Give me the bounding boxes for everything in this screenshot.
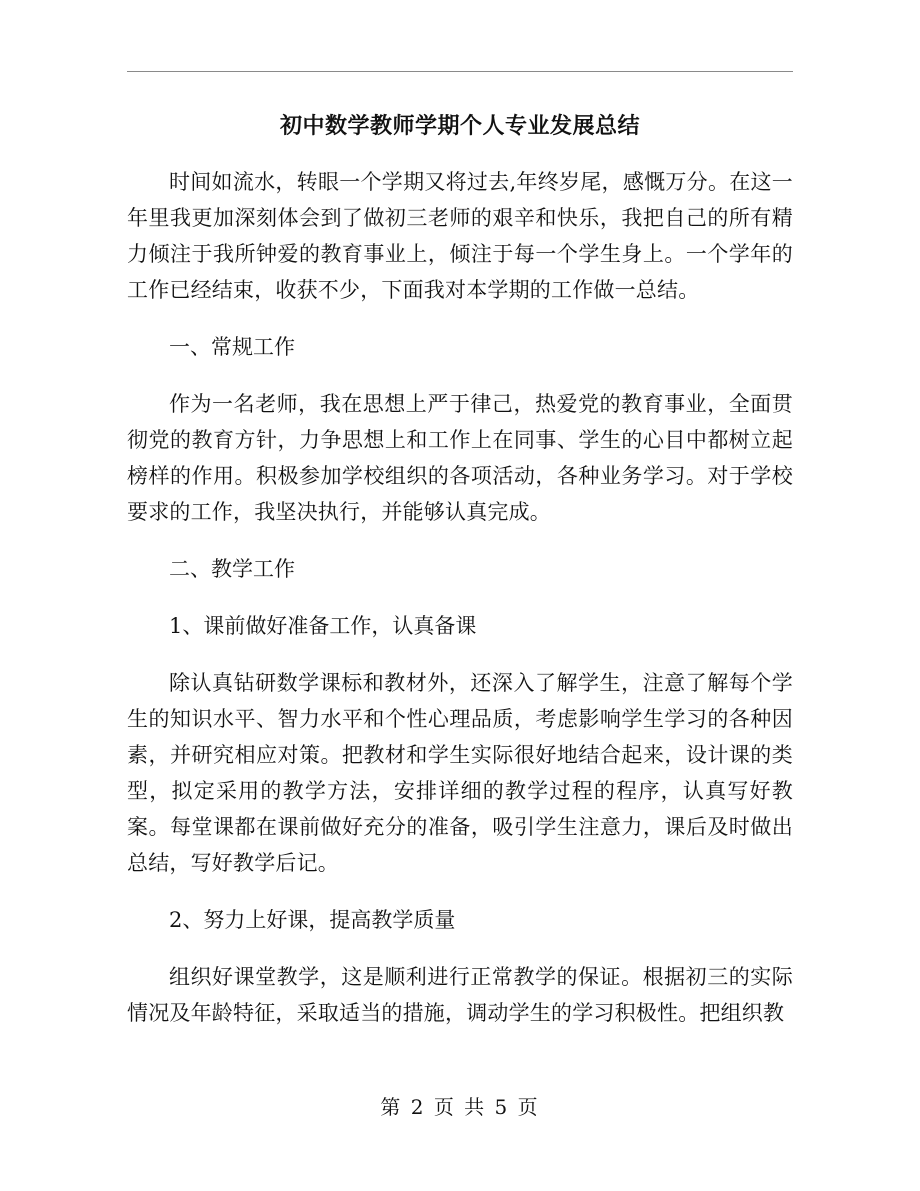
intro-paragraph: 时间如流水，转眼一个学期又将过去,年终岁尾，感慨万分。在这一年里我更加深刻体会到了做初三老师的艰辛和快乐，我把自己的所有精力倾注于我所钟爱的教育事业上，倾注于每一个学生身上。一个学年的工作已经结束，收获不少，下面我对本学期的工作做一总结。	[127, 170, 793, 302]
document-body	[127, 164, 793, 1052]
routine-work-paragraph: 作为一名老师，我在思想上严于律己，热爱党的教育事业，全面贯彻党的教育方针，力争思想上和工作上在同事、学生的心目中都树立起榜样的作用。积极参加学校组织的各项活动，各种业务学习。对于学校要求的工作，我坚决执行，并能够认真完成。	[127, 392, 793, 524]
subheading-lesson-preparation: 1、课前做好准备工作，认真备课	[169, 614, 477, 638]
teaching-quality-paragraph: 组织好课堂教学，这是顺利进行正常教学的保证。根据初三的实际情况及年龄特征，采取适当的措施，调动学生的学习积极性。把组织教	[127, 965, 793, 1025]
page-number-footer: 第 2 页 共 5 页	[380, 1095, 540, 1119]
section-heading-routine-work: 一、常规工作	[169, 335, 295, 359]
subheading-teaching-quality: 2、努力上好课，提高教学质量	[169, 908, 456, 932]
header-rule	[127, 71, 793, 72]
section-heading-teaching-work: 二、教学工作	[169, 557, 295, 581]
lesson-preparation-paragraph: 除认真钻研数学课标和教材外，还深入了解学生，注意了解每个学生的知识水平、智力水平和个性心理品质，考虑影响学生学习的各种因素，并研究相应对策。把教材和学生实际很好地结合起来，设计课的类型，拟定采用的教学方法，安排详细的教学过程的程序，认真写好教案。每堂课都在课前做好充分的准备，吸引学生注意力，课后及时做出总结，写好教学后记。	[127, 671, 793, 875]
page-title: 初中数学教师学期个人专业发展总结	[279, 113, 640, 139]
